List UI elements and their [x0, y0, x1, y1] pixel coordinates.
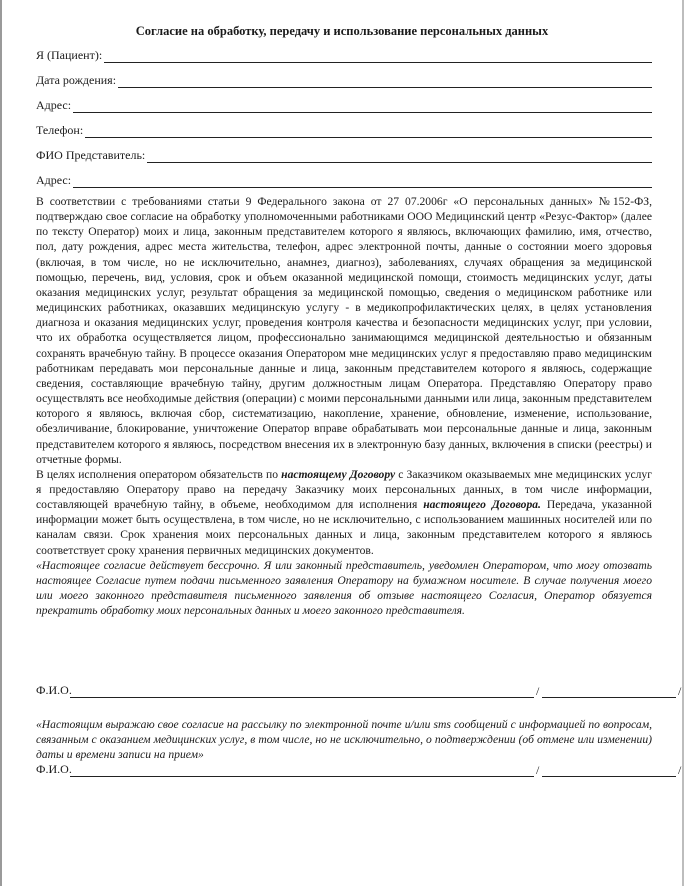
address-line[interactable]	[73, 100, 652, 113]
p2-text-e: Передача, указанной информации может быть осуществлена, в том числе, но не исключительно, с использованием машинных носителей или по каналам связи. Срок хранения моих персональных данных и лица, законным представителем которого я являюсь соответствует сроку хранения первичных медицинских документов.	[36, 498, 652, 557]
birthdate-label: Дата рождения:	[36, 73, 117, 87]
phone-label: Телефон:	[36, 123, 84, 137]
signature-row-1	[36, 683, 682, 698]
signature-slash-2a: /	[536, 763, 540, 777]
rep-address-line[interactable]	[73, 175, 652, 188]
signature-slash-1a: /	[536, 684, 540, 698]
signature-row-2	[36, 762, 682, 777]
representative-line[interactable]	[147, 150, 652, 163]
rep-address-label: Адрес:	[36, 173, 72, 187]
birthdate-line[interactable]	[118, 75, 652, 88]
phone-field	[36, 123, 652, 138]
p2-text-c: с Заказчиком оказываемых мне медицинских услуг я предоставляю Оператору право на передачу Заказчику моих персональных данных, в том числе информации, составляющей врачебную тайну, в объеме, необходимом для исполнения	[36, 467, 652, 512]
address-field	[36, 98, 652, 113]
signature-name-line-1[interactable]	[70, 697, 534, 698]
p2-contract-ref-2: настоящего Договора.	[423, 498, 541, 512]
consent-paragraph-3: «Настоящее согласие действует бессрочно. Я или законный представитель, уведомлен Оператором, что могу отозвать настоящее Согласие путем подачи письменного заявления Оператору на бумажном носителе. В случае получения моего или моего законного представителя письменного заявления об отзыве настоящего Согласия, Оператор обязуется прекратить обработку моих персональных данных и моего законного представителя.	[36, 558, 652, 618]
birthdate-field	[36, 73, 652, 88]
patient-label: Я (Пациент):	[36, 48, 103, 62]
consent-body	[36, 194, 652, 618]
page-left-border	[0, 0, 2, 886]
consent-paragraph-2	[36, 467, 652, 558]
mailing-consent: «Настоящим выражаю свое согласие на рассылку по электронной почте и/или sms сообщений с информацией по вопросам, связанным с оказанием медицинских услуг, в том числе, но не исключительно, о подтверждении (об отмене или изменении) даты и времени записи на прием»	[36, 718, 652, 762]
signature-sign-line-2[interactable]	[542, 776, 676, 777]
signature-slash-1b: /	[678, 684, 682, 698]
patient-line[interactable]	[104, 50, 652, 63]
signature-label-2: Ф.И.О.	[36, 762, 72, 776]
signature-sign-line-1[interactable]	[542, 697, 676, 698]
signature-name-line-2[interactable]	[70, 776, 534, 777]
rep-address-field	[36, 173, 652, 188]
document-title: Согласие на обработку, передачу и использование персональных данных	[135, 24, 549, 38]
p2-contract-ref: настоящему Договору	[281, 467, 396, 481]
signature-label-1: Ф.И.О.	[36, 683, 72, 697]
consent-paragraph-1: В соответствии с требованиями статьи 9 Федерального закона от 27 07.2006г «О персональных данных» №152-ФЗ, подтверждаю свое согласие на обработку уполномоченными работниками ООО Медицинский центр «Резус-Фактор» (далее по тексту Оператор) моих и лица, законным представителем которого я являюсь, включающих фамилию, имя, отчество, пол, дату рождения, адрес места жительства, телефон, адрес электронной почты, данные о состоянии моего здоровья (включая, в том числе, но не исключительно, анамнез, диагноз), заболеваниях, случаях обращения за медицинской помощью, перечень, вид, условия, срок и объем оказанной медицинской помощи, стоимость медицинских услуг, даты оказания медицинских услуг, результат обращения за медицинской помощью, сведения о медицинском работнике или медицинских работниках, оказавших медицинскую услугу - в медикопрофилактических целях, в целях установления диагноза и оказания медицинских услуг, проведения контроля качества и безопасности медицинских услуг, при условии, что их обработка осуществляется лицом, профессионально занимающимся медицинской деятельностью и обязанным сохранять врачебную тайну. В процессе оказания Оператором мне медицинских услуг я предоставляю право медицинским работникам передавать мои персональные данные и лица, законным представителем которого я являюсь, содержащие сведения, составляющие врачебную тайну, другим должностным лицам Оператора. Представляю Оператору право осуществлять все необходимые действия (операции) с моими персональными данными или лица, законным представителем которого я являюсь, включая сбор, систематизацию, накопление, хранение, обновление, изменение, использование, обезличивание, блокирование, уничтожение Оператор вправе обрабатывать мои персональные данные и лица, законным представителем которого я являюсь, посредством внесения их в электронную базу данных, включения в списки (реестры) и отчетные формы.	[36, 195, 652, 466]
signature-slash-2b: /	[678, 763, 682, 777]
p2-text-a: В целях исполнения оператором обязательств по	[36, 467, 282, 481]
patient-field	[36, 48, 652, 63]
representative-field	[36, 148, 652, 163]
representative-label: ФИО Представитель:	[36, 148, 146, 162]
address-label: Адрес:	[36, 98, 72, 112]
phone-line[interactable]	[85, 125, 652, 138]
